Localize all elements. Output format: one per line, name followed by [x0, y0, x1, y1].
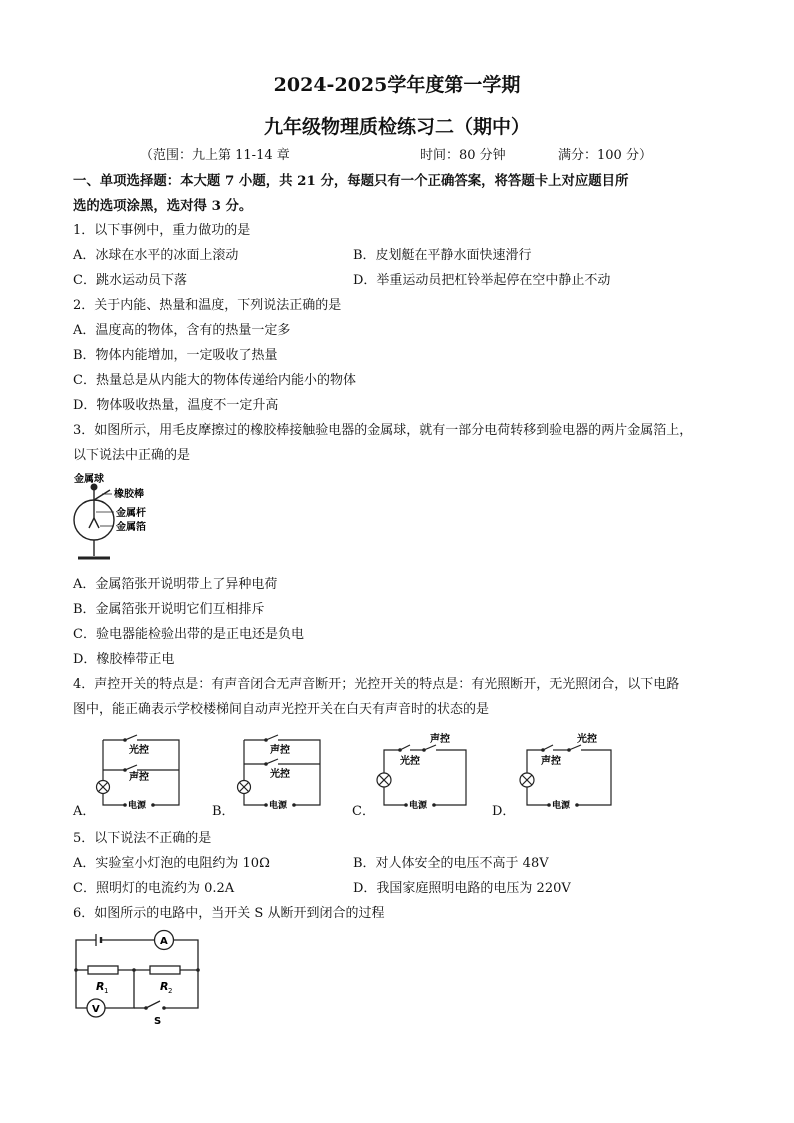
q4-option-d-label: D． — [492, 804, 516, 819]
q6-circuit-diagram — [72, 932, 207, 1027]
r2-subscript: 2 — [168, 987, 173, 995]
q5-option-c: C．照明灯的电流约为 0.2A — [73, 881, 235, 896]
q2-option-b: B．物体内能增加，一定吸收了热量 — [73, 348, 278, 363]
q4-option-b-label: B． — [212, 804, 235, 819]
circuit-d-source-label: 电源 — [552, 801, 571, 811]
q1-option-c: C．跳水运动员下落 — [73, 273, 187, 288]
q2-stem: 2．关于内能、热量和温度，下列说法正确的是 — [73, 298, 342, 313]
q3-option-d: D．橡胶棒带正电 — [73, 652, 175, 667]
q3-stem: 3．如图所示，用毛皮摩擦过的橡胶棒接触验电器的金属球，就有一部分电荷转移到验电器的两片金属箔上， — [73, 423, 693, 438]
q3-option-a: A．金属箔张开说明带上了异种电荷 — [73, 577, 278, 592]
q1-option-a: A．冰球在水平的冰面上滚动 — [73, 248, 239, 263]
q1-stem: 1．以下事例中，重力做功的是 — [73, 223, 251, 238]
exam-time: 时间：80 分钟 — [420, 148, 506, 163]
q4-option-a-label: A． — [73, 804, 96, 819]
exam-scope: （范围：九上第 11-14 章 — [140, 148, 290, 163]
q5-option-d: D．我国家庭照明电路的电压为 220V — [353, 881, 571, 896]
q6-stem: 6．如图所示的电路中，当开关 S 从断开到闭合的过程 — [73, 906, 385, 921]
q2-option-a: A．温度高的物体，含有的热量一定多 — [73, 323, 291, 338]
q3-option-c: C．验电器能检验出带的是正电还是负电 — [73, 627, 304, 642]
q2-option-c: C．热量总是从内能大的物体传递给内能小的物体 — [73, 373, 356, 388]
exam-title: 2024-2025学年度第一学期 — [273, 74, 521, 96]
q5-stem: 5．以下说法不正确的是 — [73, 831, 212, 846]
circuit-a-diagram — [95, 732, 190, 812]
exam-score: 满分：100 分） — [558, 148, 652, 163]
q1-option-d: D．举重运动员把杠铃举起停在空中静止不动 — [353, 273, 611, 288]
section-heading: 一、单项选择题：本大题 7 小题，共 21 分，每题只有一个正确答案，将答题卡上对应题目所 — [73, 173, 629, 189]
circuit-c-diagram — [372, 732, 472, 812]
q2-option-d: D．物体吸收热量，温度不一定升高 — [73, 398, 279, 413]
circuit-b-source-label: 电源 — [269, 801, 288, 811]
circuit-a-light-label: 光控 — [129, 745, 149, 756]
q4-stem-cont: 图中，能正确表示学校楼梯间自动声光控开关在白天有声音时的状态的是 — [73, 702, 490, 717]
q5-option-a: A．实验室小灯泡的电阻约为 10Ω — [73, 856, 270, 871]
circuit-b-diagram — [236, 732, 331, 812]
section-heading-cont: 选的选项涂黑，选对得 3 分。 — [73, 198, 253, 214]
circuit-d-diagram — [515, 732, 615, 812]
ammeter-icon: A — [160, 936, 168, 947]
fig-label-foil: 金属箔 — [116, 522, 146, 533]
q4-option-c-label: C． — [352, 804, 375, 819]
q5-option-b: B．对人体安全的电压不高于 48V — [353, 856, 549, 871]
switch-s-label: S — [154, 1016, 162, 1027]
circuit-d-sound-label: 声控 — [541, 756, 561, 767]
circuit-a-sound-label: 声控 — [129, 772, 149, 783]
circuit-a-source-label: 电源 — [128, 801, 147, 811]
circuit-b-light-label: 光控 — [270, 769, 290, 780]
r2-label: R — [160, 980, 169, 993]
circuit-c-sound-label: 声控 — [430, 734, 450, 745]
q3-stem-cont: 以下说法中正确的是 — [73, 448, 191, 463]
voltmeter-icon: V — [92, 1004, 100, 1015]
circuit-c-source-label: 电源 — [409, 801, 428, 811]
exam-subtitle: 九年级物理质检练习二（期中） — [263, 116, 530, 138]
circuit-d-light-label: 光控 — [577, 734, 597, 745]
fig-label-rod: 橡胶棒 — [114, 489, 144, 500]
circuit-b-sound-label: 声控 — [270, 745, 290, 756]
q1-option-b: B．皮划艇在平静水面快速滑行 — [353, 248, 532, 263]
q3-option-b: B．金属箔张开说明它们互相排斥 — [73, 602, 265, 617]
fig-label-stem: 金属杆 — [116, 508, 146, 519]
r1-label: R — [96, 980, 105, 993]
electroscope-figure — [70, 472, 180, 572]
fig-label-ball: 金属球 — [74, 474, 104, 485]
circuit-c-light-label: 光控 — [400, 756, 420, 767]
r1-subscript: 1 — [104, 987, 109, 995]
q4-stem: 4．声控开关的特点是：有声音闭合无声音断开；光控开关的特点是：有光照断开，无光照闭合，以下电路 — [73, 677, 680, 692]
